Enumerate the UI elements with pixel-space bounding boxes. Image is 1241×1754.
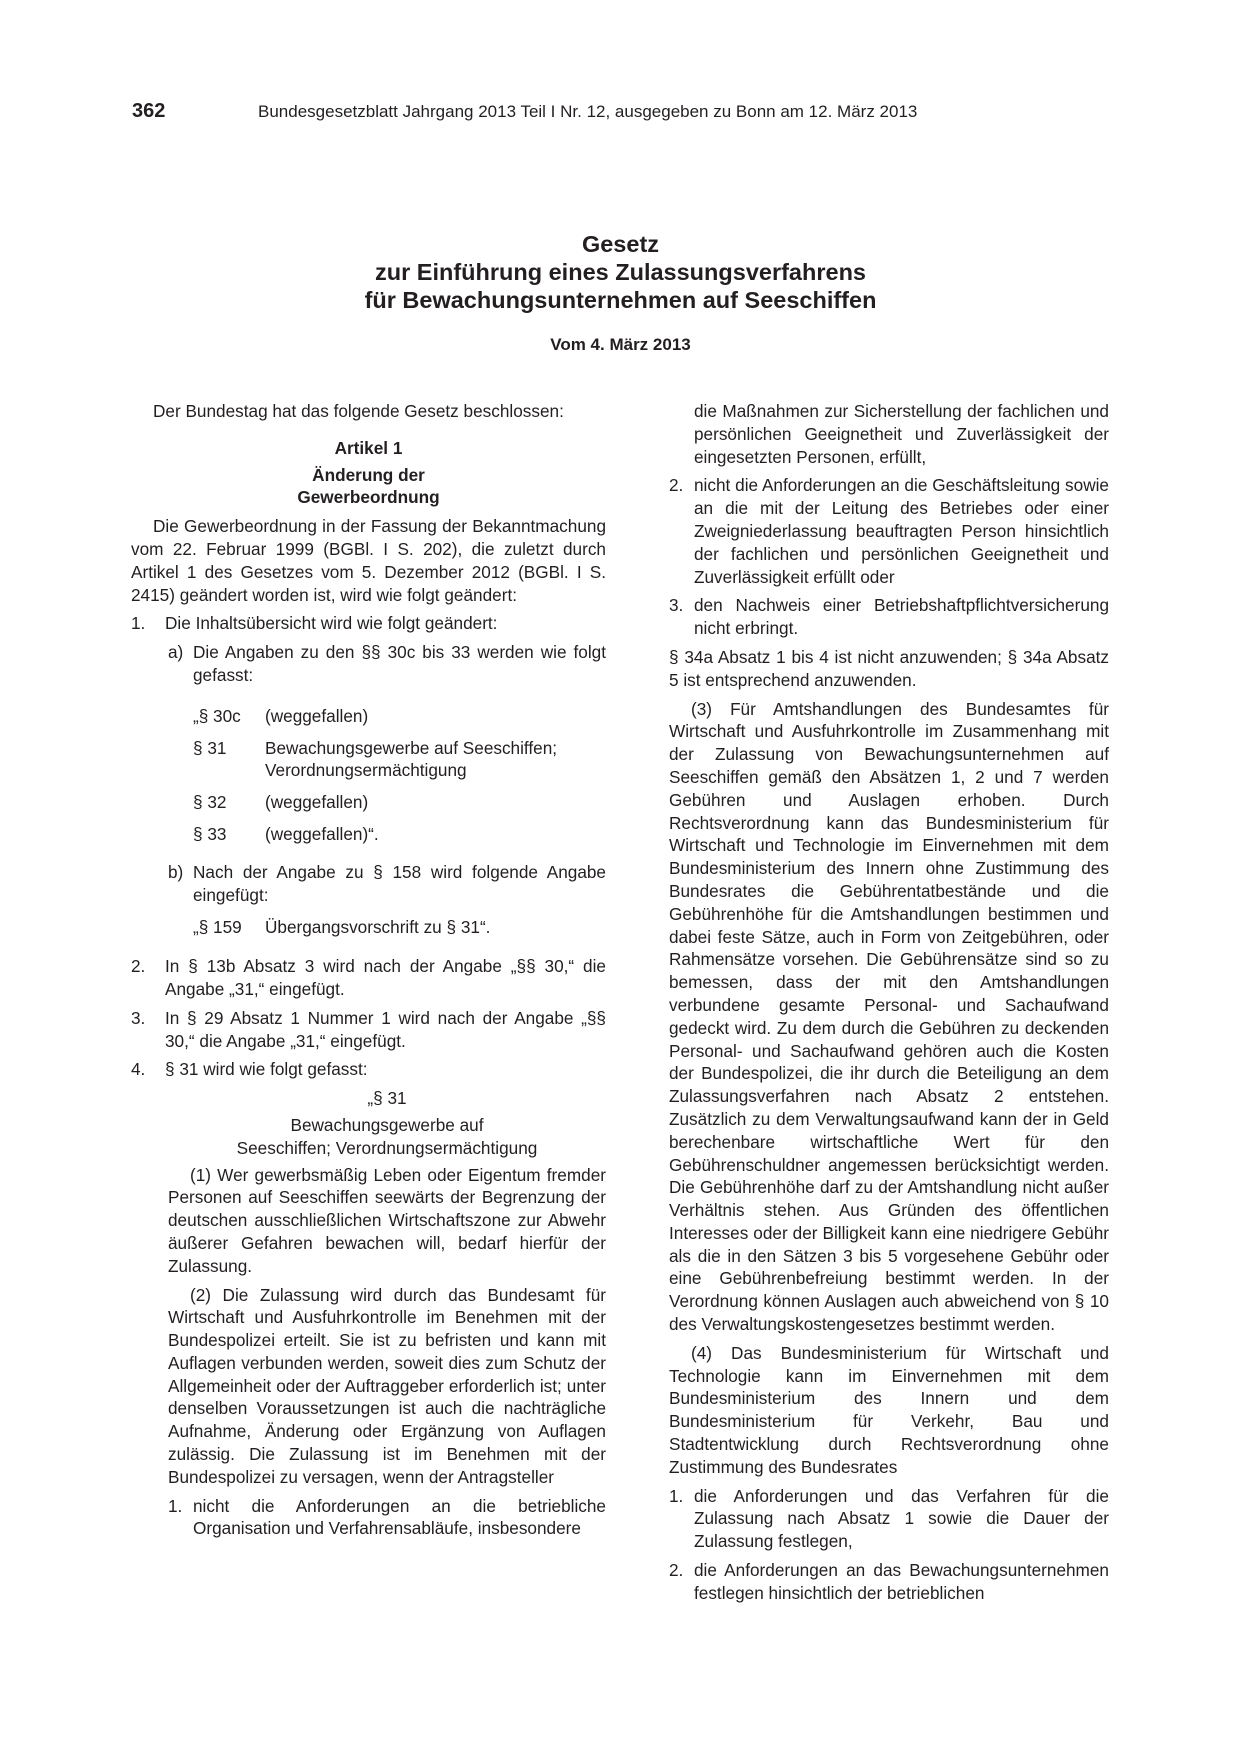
item-text: nicht die Anforderungen an die betriebliche Organisation und Verfahrensabläufe, insbesondere [193, 1495, 606, 1539]
toc-entry-title: Bewachungsgewerbe auf Seeschiffen; Verordnungsermächtigung [265, 737, 558, 781]
sub-item-text: Die Angaben zu den §§ 30c bis 33 werden wie folgt gefasst: [193, 642, 606, 685]
sub-item-a [168, 641, 606, 687]
paragraph-3: (3) Für Amtshandlungen des Bundesamtes für Wirtschaft und Ausfuhrkontrolle im Zusammenhang mit der Zulassung von Bewachungsunternehmen auf Seeschiffen gemäß den Absätzen 1, 2 und 7 werden Gebühren und Auslagen erhoben. Durch Rechtsverordnung kann das Bundesministerium für Wirtschaft und Technologie im Einvernehmen mit dem Bundesministerium des Innern ohne Zustimmung des Bundesrates die Gebührentatbestände und die Gebührenhöhe für die Amtshandlungen bestimmen und dabei feste Sätze, auch in Form von Zeitgebühren, oder Rahmensätze vorsehen. Die Gebührensätze sind so zu bemessen, dass der mit den Amtshandlungen verbundene gesamte Personal- und Sachaufwand gedeckt wird. Zu dem durch die Gebühren zu deckenden Personal- und Sachaufwand gehören auch die Kosten der Bundespolizei, die ihr durch die Beteiligung an dem Zulassungsverfahren nach Absatz 2 entstehen. Zusätzlich zu dem Verwaltungsaufwand kann der in Geld berechenbare wirtschaftliche Wert für den Gebührenschuldner angemessen berücksichtigt werden. Die Gebührenhöhe darf zu der Amtshandlung nicht außer Verhältnis stehen. Aus Gründen des öffentlichen Interesses oder der Billigkeit kann eine niedrigere Gebühr als die in den Sätzen 3 bis 5 vorgesehene Gebühr oder eine Gebührenbefreiung bestimmt werden. In der Verordnung können Auslagen auch abweichend von § 10 des Verwaltungskostengesetzes bestimmt werden. [669, 698, 1109, 1335]
item-text: In § 29 Absatz 1 Nummer 1 wird nach der Angabe „§§ 30,“ die Angabe „31,“ eingefügt. [165, 1007, 606, 1051]
sub-item-letter: a) [168, 642, 184, 663]
left-column [131, 400, 606, 1546]
item-number: 2. [669, 475, 684, 496]
toc-entry [193, 737, 606, 783]
item-number: 2. [669, 1560, 684, 1581]
law-title [0, 230, 1241, 314]
list-item [131, 1058, 606, 1081]
law-date: Vom 4. März 2013 [550, 335, 691, 354]
toc-entry [193, 705, 606, 728]
section-title-line-2: Seeschiffen; Verordnungsermächtigung [236, 1137, 538, 1158]
paragraph-4: (4) Das Bundesministerium für Wirtschaft und Technologie kann im Einvernehmen mit dem Bundesministerium des Innern und dem Bundesministerium für Verkehr, Bau und Stadtentwicklung durch Rechtsverordnung ohne Zustimmung des Bundesrates [669, 1342, 1109, 1477]
item-number: 1. [669, 1485, 684, 1506]
toc-entry-section: „§ 30c [193, 705, 241, 726]
section-31-text [168, 1087, 606, 1540]
toc-entry-section: „§ 159 [193, 917, 242, 938]
list-item [168, 1495, 606, 1541]
paragraph-34a: § 34a Absatz 1 bis 4 ist nicht anzuwenden; § 34a Absatz 5 ist entsprechend anzuwenden. [669, 646, 1109, 690]
page-number: 362 [132, 100, 166, 122]
toc-entry-title: (weggefallen)“. [265, 823, 379, 844]
list-item [131, 612, 606, 635]
item-text: § 31 wird wie folgt gefasst: [165, 1059, 368, 1080]
preamble-paragraph: Die Gewerbeordnung in der Fassung der Bekanntmachung vom 22. Februar 1999 (BGBl. I S. 202), die zuletzt durch Artikel 1 des Gesetzes vom 5. Dezember 2012 (BGBl. I S. 2415) geändert worden ist, wird wie folgt geändert: [131, 516, 606, 605]
item-text: die Anforderungen an das Bewachungsunternehmen festlegen hinsichtlich der betrieblichen [694, 1560, 1109, 1603]
right-column [669, 400, 1109, 1611]
toc-entry [193, 823, 606, 846]
article-title-line-2: Gewerbeordnung [297, 487, 440, 508]
list-item [669, 1485, 1109, 1553]
section-title-line-1: Bewachungsgewerbe auf [290, 1114, 484, 1135]
paragraph-1: (1) Wer gewerbsmäßig Leben oder Eigentum fremder Personen auf Seeschiffen seewärts der Begrenzung der deutschen ausschließlichen Wirtschaftszone zur Abwehr äußerer Gefahren bewachen will, bedarf hierfür der Zulassung. [168, 1164, 606, 1276]
item-text: die Anforderungen und das Verfahren für die Zulassung nach Absatz 1 sowie die Dauer der Zulassung festlegen, [694, 1485, 1109, 1552]
sub-item-text: Nach der Angabe zu § 158 wird folgende Angabe eingefügt: [193, 861, 606, 905]
item-text: Die Inhaltsübersicht wird wie folgt geändert: [165, 613, 498, 634]
title-line-2: zur Einführung eines Zulassungsverfahrens [375, 259, 866, 285]
list-item [669, 474, 1109, 588]
item-text: den Nachweis einer Betriebshaftpflichtversicherung nicht erbringt. [694, 595, 1109, 639]
item-number: 3. [669, 595, 684, 616]
item-text: In § 13b Absatz 3 wird nach der Angabe „§§ 30,“ die Angabe „31,“ eingefügt. [165, 956, 606, 999]
toc-entry-title: (weggefallen) [265, 792, 369, 813]
toc-entry-section: § 33 [193, 823, 227, 844]
paragraph-2: (2) Die Zulassung wird durch das Bundesamt für Wirtschaft und Ausfuhrkontrolle im Benehmen mit der Bundespolizei erteilt. Sie ist zu befristen und kann mit Auflagen verbunden werden, soweit dies zum Schutz der Allgemeinheit oder der Auftraggeber erforderlich ist; unter denselben Voraussetzungen ist auch die nachträgliche Aufnahme, Änderung oder Ergänzung von Auflagen zulässig. Die Zulassung ist im Benehmen mit der Bundespolizei zu versagen, wenn der Antragsteller [168, 1284, 606, 1487]
section-heading: „§ 31 [367, 1088, 407, 1109]
article-heading: Artikel 1 [334, 437, 403, 458]
article-title-line-1: Änderung der [312, 464, 425, 485]
item-number: 1. [168, 1495, 183, 1516]
toc-entry-section: § 32 [193, 792, 227, 813]
toc-entry-section: § 31 [193, 737, 227, 758]
title-line-1: Gesetz [581, 231, 660, 257]
toc-entry-title: (weggefallen) [265, 705, 369, 726]
title-line-3: für Bewachungsunternehmen auf Seeschiffen [364, 287, 877, 313]
intro-paragraph: Der Bundestag hat das folgende Gesetz beschlossen: [153, 401, 564, 421]
item-number: 1. [131, 613, 146, 634]
item-number: 2. [131, 956, 146, 977]
item-number: 3. [131, 1007, 146, 1028]
toc-entry [193, 916, 606, 939]
toc-entry [193, 791, 606, 814]
running-head: Bundesgesetzblatt Jahrgang 2013 Teil I Nr. 12, ausgegeben zu Bonn am 12. März 2013 [258, 102, 918, 121]
item-number: 4. [131, 1059, 146, 1080]
list-item [131, 955, 606, 1001]
list-item [669, 1559, 1109, 1605]
list-item [669, 594, 1109, 640]
sub-item-b [168, 861, 606, 907]
continued-item-text: die Maßnahmen zur Sicherstellung der fachlichen und persönlichen Geeignetheit und Zuverlässigkeit der eingesetzten Personen, erfüllt, [694, 401, 1109, 467]
toc-entry-title: Übergangsvorschrift zu § 31“. [265, 917, 491, 938]
sub-item-letter: b) [168, 861, 184, 882]
item-text: nicht die Anforderungen an die Geschäftsleitung sowie an die mit der Leitung des Betriebes oder einer Zweigniederlassung beauftragten Person hinsichtlich der fachlichen und persönlichen Geeignetheit und Zuverlässigkeit erfüllt oder [694, 475, 1109, 587]
list-item [131, 1007, 606, 1053]
